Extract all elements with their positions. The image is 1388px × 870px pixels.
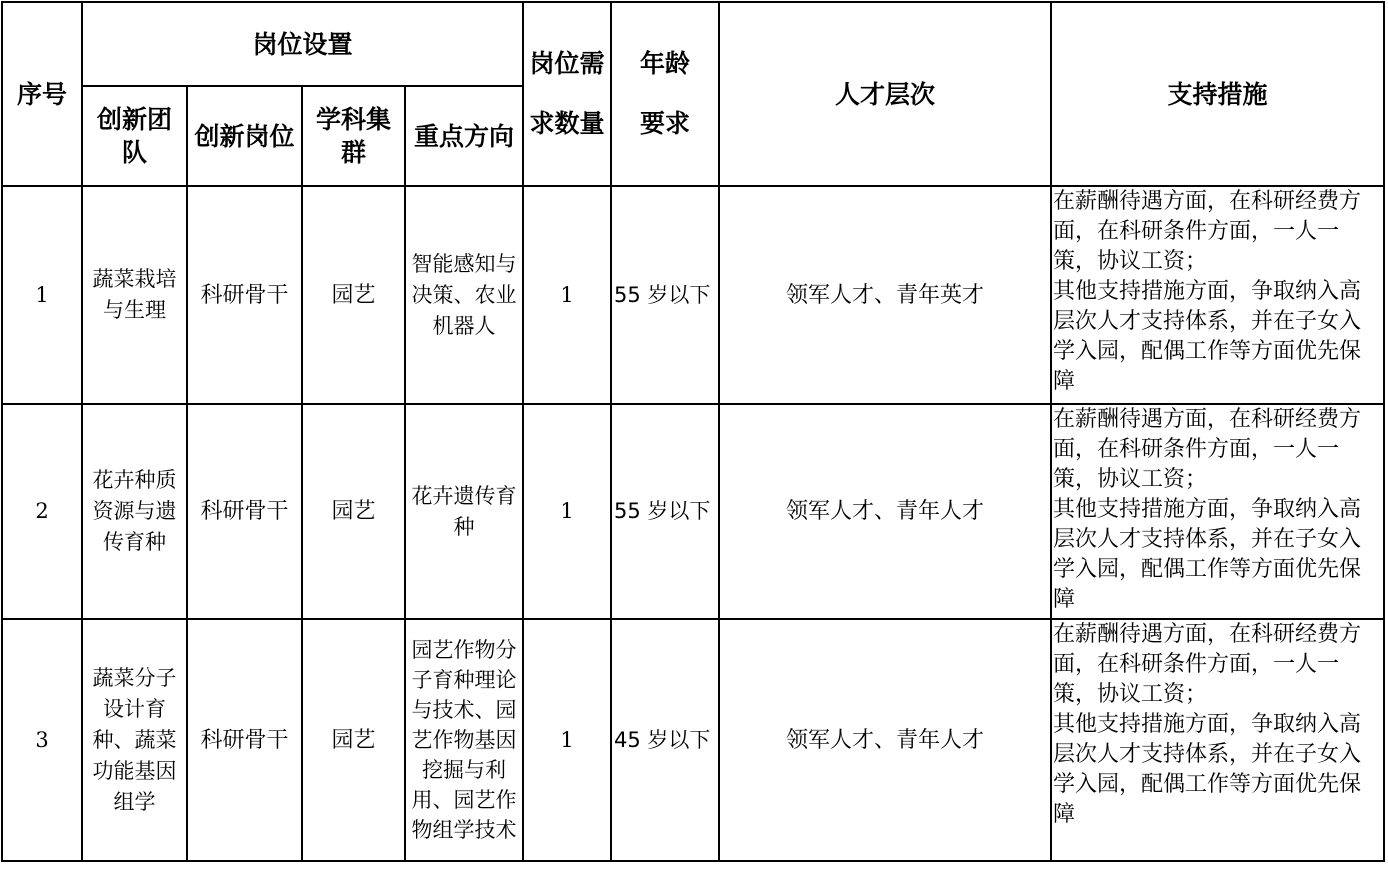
table-row [2, 619, 1384, 861]
row-cluster: 园艺 [302, 619, 405, 861]
row-team: 蔬菜栽培与生理 [82, 186, 187, 404]
row-support [1051, 186, 1384, 404]
header-cluster: 学科集群 [302, 86, 405, 186]
header-seq: 序号 [2, 2, 82, 186]
row-direction: 园艺作物分子育种理论与技术、园艺作物基因挖掘与利用、园艺作物组学技术 [405, 619, 523, 861]
row-seq: 2 [2, 404, 82, 619]
row-post: 科研骨干 [187, 619, 302, 861]
row-team: 花卉种质资源与遗传育种 [82, 404, 187, 619]
row-post: 科研骨干 [187, 404, 302, 619]
row-seq: 3 [2, 619, 82, 861]
row-team: 蔬菜分子设计育种、蔬菜功能基因组学 [82, 619, 187, 861]
header-team: 创新团队 [82, 86, 187, 186]
header-position-setup: 岗位设置 [82, 2, 523, 86]
support-text-2: 其他支持措施方面，争取纳入高层次人才支持体系，并在子女入学入园，配偶工作等方面优先保障 [1053, 497, 1362, 612]
support-text-1: 在薪酬待遇方面，在科研经费方面，在科研条件方面，一人一策，协议工资； [1053, 189, 1362, 274]
support-text-1: 在薪酬待遇方面，在科研经费方面，在科研条件方面，一人一策，协议工资； [1053, 407, 1362, 492]
header-direction: 重点方向 [405, 86, 523, 186]
support-text-2: 其他支持措施方面，争取纳入高层次人才支持体系，并在子女入学入园，配偶工作等方面优先保障 [1053, 279, 1362, 394]
row-age: 45 岁以下 [611, 619, 719, 861]
support-text-1: 在薪酬待遇方面，在科研经费方面，在科研条件方面，一人一策，协议工资； [1053, 622, 1362, 707]
row-count: 1 [523, 619, 611, 861]
header-demand: 岗位需求数量 [523, 2, 611, 186]
row-talent: 领军人才、青年英才 [719, 186, 1051, 404]
header-age: 年龄要求 [611, 2, 719, 186]
row-direction: 花卉遗传育种 [405, 404, 523, 619]
header-support: 支持措施 [1051, 2, 1384, 186]
row-age: 55 岁以下 [611, 404, 719, 619]
header-talent: 人才层次 [719, 2, 1051, 186]
row-count: 1 [523, 404, 611, 619]
row-seq: 1 [2, 186, 82, 404]
row-post: 科研骨干 [187, 186, 302, 404]
row-count: 1 [523, 186, 611, 404]
recruitment-table [1, 1, 1385, 862]
header-post: 创新岗位 [187, 86, 302, 186]
row-cluster: 园艺 [302, 186, 405, 404]
row-support [1051, 404, 1384, 619]
table-row [2, 404, 1384, 619]
table-row [2, 186, 1384, 404]
row-age: 55 岁以下 [611, 186, 719, 404]
row-talent: 领军人才、青年人才 [719, 404, 1051, 619]
support-text-2: 其他支持措施方面，争取纳入高层次人才支持体系，并在子女入学入园，配偶工作等方面优先保障 [1053, 712, 1362, 827]
row-support [1051, 619, 1384, 861]
row-cluster: 园艺 [302, 404, 405, 619]
row-talent: 领军人才、青年人才 [719, 619, 1051, 861]
header-row-top [2, 2, 1384, 86]
row-direction: 智能感知与决策、农业机器人 [405, 186, 523, 404]
